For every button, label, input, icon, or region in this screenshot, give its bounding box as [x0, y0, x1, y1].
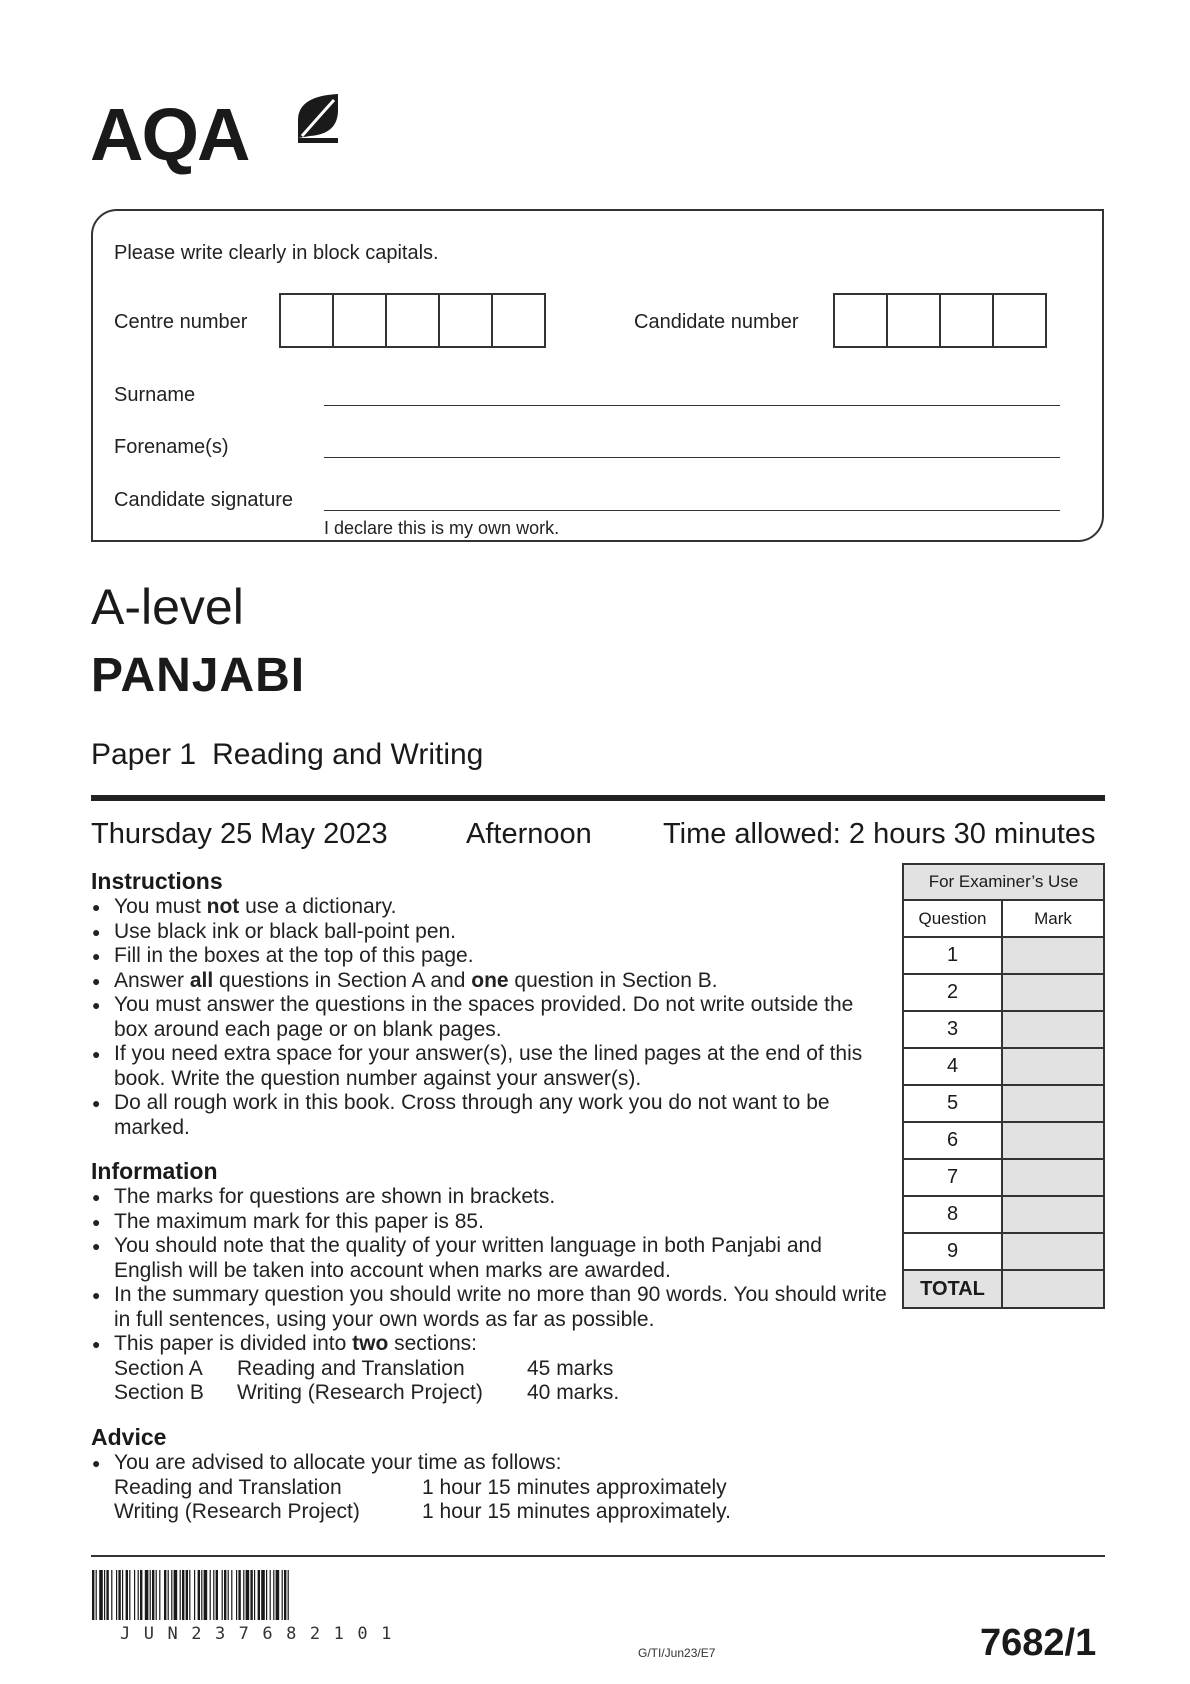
- question-number: 3: [903, 1011, 1002, 1048]
- advice-heading: Advice: [91, 1424, 167, 1450]
- total-mark-cell: [1002, 1270, 1104, 1308]
- barcode-bar: [201, 1570, 202, 1620]
- barcode-bar: [122, 1570, 123, 1620]
- barcode-bar: [276, 1570, 280, 1620]
- list-item: ● You must not use a dictionary.: [91, 895, 891, 920]
- total-label: TOTAL: [903, 1270, 1002, 1308]
- table-row: [903, 1085, 1104, 1122]
- barcode-bar: [129, 1570, 130, 1620]
- barcode-bar: [126, 1570, 128, 1620]
- table-row: [903, 1122, 1104, 1159]
- list-item: ● In the summary question you should write no more than 90 words. You should write in full sentences, using your own words as far as possible.: [91, 1283, 891, 1332]
- mark-cell: [1002, 1159, 1104, 1196]
- advice-task: Reading and Translation: [114, 1475, 342, 1499]
- barcode-bar: [99, 1570, 103, 1620]
- barcode-bar: [284, 1570, 286, 1620]
- list-item: ● This paper is divided into two sections:: [91, 1332, 891, 1357]
- candidate-number-digit-box[interactable]: [939, 293, 994, 348]
- section-name: Writing (Research Project): [237, 1381, 483, 1404]
- question-number: 8: [903, 1196, 1002, 1233]
- section-code: Section B: [114, 1381, 204, 1404]
- mark-cell: [1002, 974, 1104, 1011]
- advice-time: 1 hour 15 minutes approximately.: [422, 1500, 731, 1523]
- advice-list: [91, 1451, 891, 1476]
- section-marks: 40 marks.: [527, 1381, 620, 1404]
- barcode-bar: [288, 1570, 289, 1620]
- barcode-bar: [92, 1570, 94, 1620]
- advice-row: [91, 1500, 891, 1525]
- table-row: [903, 937, 1104, 974]
- information-heading: Information: [91, 1158, 218, 1184]
- question-number: 4: [903, 1048, 1002, 1085]
- section-b-row: [91, 1381, 891, 1406]
- advice-task: Writing (Research Project): [114, 1500, 360, 1523]
- information-section: [91, 1158, 891, 1406]
- question-column-header: Question: [903, 900, 1002, 937]
- aqa-logo: [90, 90, 350, 185]
- signature-label: Candidate signature: [114, 489, 294, 511]
- question-number: 6: [903, 1122, 1002, 1159]
- surname-line[interactable]: [324, 405, 1060, 406]
- barcode-bar: [224, 1570, 226, 1620]
- barcode-bar: [238, 1570, 240, 1620]
- forenames-line[interactable]: [324, 457, 1060, 458]
- list-item: ● Answer all questions in Section A and one question in Section B.: [91, 969, 891, 994]
- mark-cell: [1002, 1085, 1104, 1122]
- footer-divider: [91, 1555, 1105, 1557]
- barcode-bar: [243, 1570, 244, 1620]
- examiners-use-table: [902, 863, 1105, 1309]
- barcode-icon: [92, 1570, 474, 1620]
- list-item: ● Use black ink or black ball-point pen.: [91, 920, 891, 945]
- instructions-heading: Instructions: [91, 868, 223, 894]
- surname-label: Surname: [114, 384, 196, 406]
- mark-cell: [1002, 1122, 1104, 1159]
- aqa-leaf-icon: [290, 90, 346, 146]
- barcode-bar: [174, 1570, 178, 1620]
- list-item: ● The maximum mark for this paper is 85.: [91, 1210, 891, 1235]
- paper-code: 7682/1: [980, 1622, 1097, 1664]
- qualification-level: A-level: [91, 579, 244, 635]
- barcode-bar: [282, 1570, 283, 1620]
- barcode-bar: [111, 1570, 112, 1620]
- title-divider: [91, 795, 1105, 801]
- barcode-bar: [210, 1570, 211, 1620]
- barcode-bar: [198, 1570, 200, 1620]
- total-row: [903, 1270, 1104, 1308]
- barcode-bar: [213, 1570, 214, 1620]
- barcode-bar: [231, 1570, 232, 1620]
- advice-time: 1 hour 15 minutes approximately: [422, 1475, 727, 1499]
- information-list: [91, 1185, 891, 1357]
- mark-cell: [1002, 1011, 1104, 1048]
- centre-number-digit-box[interactable]: [438, 293, 493, 348]
- barcode-bar: [152, 1570, 154, 1620]
- barcode-bar: [228, 1570, 229, 1620]
- exam-session: Afternoon: [466, 818, 592, 850]
- question-number: 1: [903, 937, 1002, 974]
- barcode-bar: [164, 1570, 166, 1620]
- barcode-bar: [156, 1570, 157, 1620]
- instructions-list: [91, 895, 891, 1140]
- logo-text: AQA: [90, 93, 249, 176]
- advice-section: [91, 1424, 891, 1525]
- barcode-bar: [246, 1570, 250, 1620]
- section-code: Section A: [114, 1356, 203, 1380]
- signature-line[interactable]: [324, 510, 1060, 511]
- list-item: ● Do all rough work in this book. Cross through any work you do not want to be marked.: [91, 1091, 891, 1140]
- table-row: [903, 1159, 1104, 1196]
- question-number: 9: [903, 1233, 1002, 1270]
- centre-number-label: Centre number: [114, 311, 248, 333]
- candidate-number-boxes[interactable]: [833, 293, 1047, 348]
- instructions-section: [91, 868, 891, 1140]
- barcode-bar: [266, 1570, 267, 1620]
- question-number: 5: [903, 1085, 1002, 1122]
- barcode-bar: [145, 1570, 149, 1620]
- declaration-text: I declare this is my own work.: [324, 518, 560, 538]
- advice-row: [91, 1476, 891, 1501]
- barcode-bar: [150, 1570, 151, 1620]
- list-item: ● You must answer the questions in the spaces provided. Do not write outside the box around each page or on blank pages.: [91, 993, 891, 1042]
- barcode-bar: [222, 1570, 223, 1620]
- centre-number-digit-box[interactable]: [491, 293, 546, 348]
- mark-cell: [1002, 937, 1104, 974]
- barcode-bar: [236, 1570, 237, 1620]
- table-row: [903, 1233, 1104, 1270]
- exam-date: Thursday 25 May 2023: [91, 818, 388, 850]
- barcode-bar: [96, 1570, 97, 1620]
- candidate-number-digit-box[interactable]: [886, 293, 941, 348]
- barcode-bar: [270, 1570, 271, 1620]
- question-number: 7: [903, 1159, 1002, 1196]
- section-a-row: [91, 1357, 891, 1382]
- list-item: ● If you need extra space for your answer(s), use the lined pages at the end of this book. Write the question number against your answer(s).: [91, 1042, 891, 1091]
- barcode-bar: [106, 1570, 108, 1620]
- barcode-bar: [250, 1570, 252, 1620]
- paper-name: Reading and Writing: [212, 738, 484, 771]
- barcode-bar: [182, 1570, 184, 1620]
- barcode-bar: [118, 1570, 120, 1620]
- mark-cell: [1002, 1048, 1104, 1085]
- barcode-bar: [186, 1570, 188, 1620]
- mark-column-header: Mark: [1002, 900, 1104, 937]
- barcode-bar: [273, 1570, 274, 1620]
- list-item: ● You should note that the quality of your written language in both Panjabi and English will be taken into account when marks are awarded.: [91, 1234, 891, 1283]
- examiners-use-heading: For Examiner’s Use: [903, 864, 1104, 900]
- list-item: ● Fill in the boxes at the top of this page.: [91, 944, 891, 969]
- barcode-bar: [258, 1570, 260, 1620]
- barcode-bar: [134, 1570, 135, 1620]
- question-number: 2: [903, 974, 1002, 1011]
- table-row: [903, 974, 1104, 1011]
- barcode-bar: [194, 1570, 195, 1620]
- paper-number: Paper 1: [91, 738, 197, 771]
- candidate-number-digit-box[interactable]: [833, 293, 888, 348]
- barcode-bar: [261, 1570, 265, 1620]
- barcode-bar: [204, 1570, 208, 1620]
- block-capitals-prompt: Please write clearly in block capitals.: [114, 242, 439, 264]
- time-allowed: Time allowed: 2 hours 30 minutes: [663, 818, 1096, 850]
- barcode-bar: [140, 1570, 142, 1620]
- candidate-number-digit-box[interactable]: [992, 293, 1047, 348]
- table-row: [903, 1196, 1104, 1233]
- table-row: [903, 1011, 1104, 1048]
- barcode-bar: [159, 1570, 160, 1620]
- barcode-number: JUN237682101: [120, 1624, 405, 1644]
- centre-number-boxes[interactable]: [279, 293, 546, 348]
- subject-title: PANJABI: [91, 649, 306, 702]
- section-name: Reading and Translation: [237, 1356, 465, 1380]
- list-item: ● The marks for questions are shown in brackets.: [91, 1185, 891, 1210]
- barcode-bar: [116, 1570, 117, 1620]
- forenames-label: Forename(s): [114, 436, 229, 458]
- centre-number-digit-box[interactable]: [279, 293, 334, 348]
- barcode-bar: [254, 1570, 255, 1620]
- barcode-bar: [104, 1570, 105, 1620]
- table-row: [903, 1048, 1104, 1085]
- section-marks: 45 marks: [527, 1356, 614, 1380]
- paper-title: [91, 738, 483, 772]
- barcode-bar: [168, 1570, 169, 1620]
- candidate-number-label: Candidate number: [634, 311, 799, 333]
- barcode-bar: [138, 1570, 139, 1620]
- publication-reference: G/TI/Jun23/E7: [638, 1646, 716, 1660]
- barcode-bar: [180, 1570, 181, 1620]
- centre-number-digit-box[interactable]: [385, 293, 440, 348]
- mark-cell: [1002, 1196, 1104, 1233]
- mark-cell: [1002, 1233, 1104, 1270]
- barcode-bar: [171, 1570, 172, 1620]
- barcode-bar: [189, 1570, 190, 1620]
- list-item: ● You are advised to allocate your time as follows:: [91, 1451, 891, 1476]
- barcode-bar: [216, 1570, 218, 1620]
- centre-number-digit-box[interactable]: [332, 293, 387, 348]
